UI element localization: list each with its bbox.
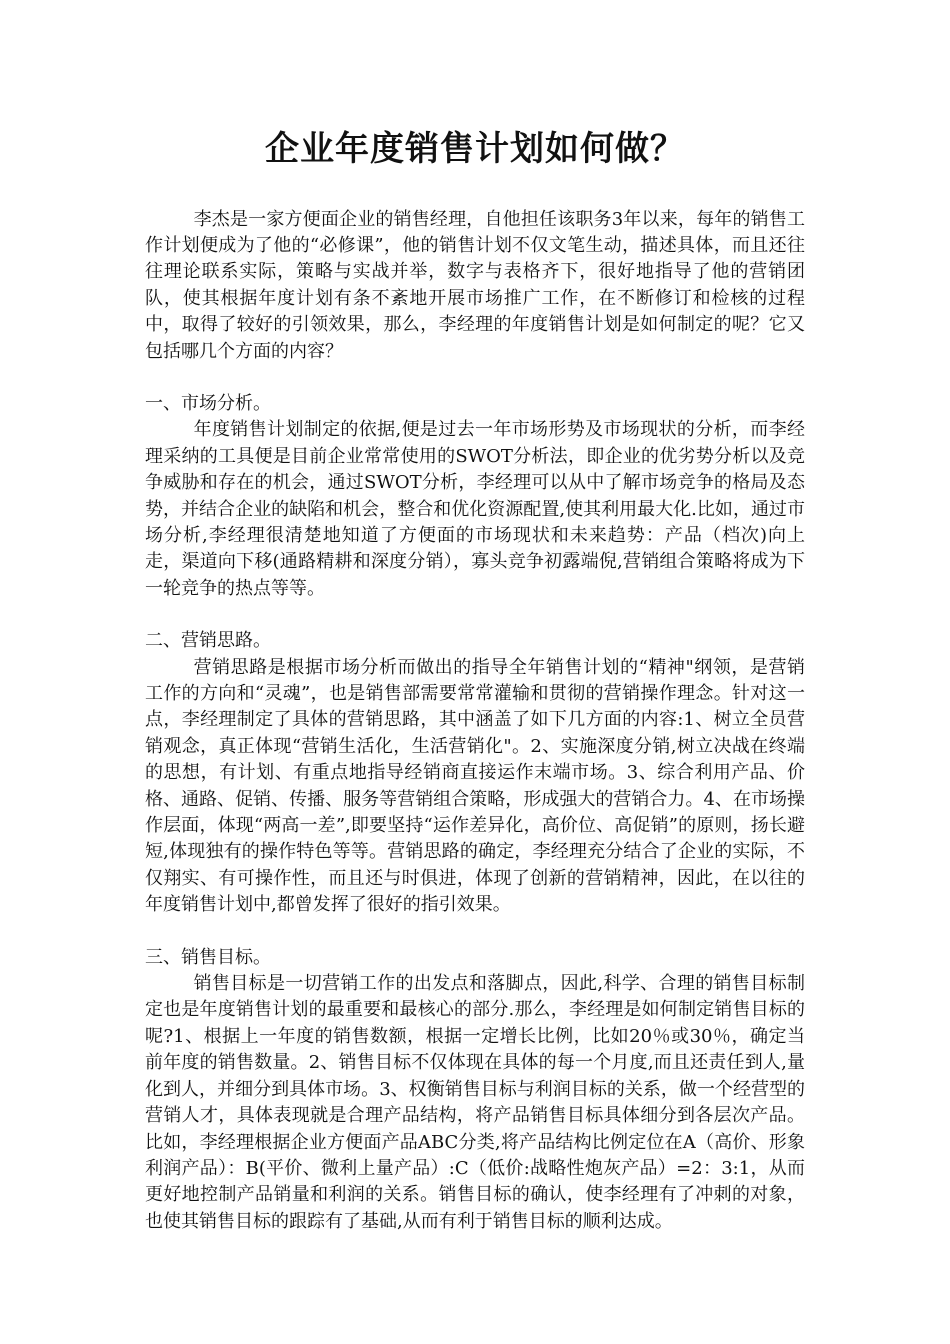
section-body-market-analysis: 年度销售计划制定的依据,便是过去一年市场形势及市场现状的分析，而李经理采纳的工具便是目前企业常常使用的SWOT分析法，即企业的优劣势分析以及竞争威胁和存在的机会，通过SWOT分析，李经理可以从中了解市场竞争的格局及态势，并结合企业的缺陷和机会，整合和优化资源配置,使其利用最大化.比如，通过市场分析,李经理很清楚地知道了方便面的市场现状和未来趋势：产品（档次)向上走，渠道向下移(通路精耕和深度分销），寡头竞争初露端倪,营销组合策略将成为下一轮竞争的热点等等。 [145, 419, 805, 599]
section-body-sales-target: 销售目标是一切营销工作的出发点和落脚点，因此,科学、合理的销售目标制定也是年度销售计划的最重要和最核心的部分.那么，李经理是如何制定销售目标的呢?1、根据上一年度的销售数额，根据一定增长比例，比如20％或30％，确定当前年度的销售数量。2、销售目标不仅体现在具体的每一个月度,而且还责任到人,量化到人，并细分到具体市场。3、权衡销售目标与利润目标的关系，做一个经营型的营销人才，具体表现就是合理产品结构，将产品销售目标具体细分到各层次产品。比如，李经理根据企业方便面产品ABC分类,将产品结构比例定位在A（高价、形象利润产品）：B(平价、微利上量产品）:C（低价:战略性炮灰产品）=2：3:1，从而更好地控制产品销量和利润的关系。销售目标的确认，使李经理有了冲刺的对象，也使其销售目标的跟踪有了基础,从而有利于销售目标的顺利达成。 [145, 973, 805, 1232]
section-heading-market-analysis: 一、市场分析。 [145, 392, 271, 414]
section-marketing-strategy [145, 628, 805, 918]
section-market-analysis [145, 391, 805, 602]
document-title: 企业年度销售计划如何做？ [265, 129, 685, 169]
intro-paragraph: 李杰是一家方便面企业的销售经理，自他担任该职务3年以来，每年的销售工作计划便成为了他的“必修课”，他的销售计划不仅文笔生动，描述具体，而且还往往理论联系实际，策略与实战并举，数字与表格齐下，很好地指导了他的营销团队，使其根据年度计划有条不紊地开展市场推广工作，在不断修订和检核的过程中，取得了较好的引领效果，那么，李经理的年度销售计划是如何制定的呢？它又包括哪几个方面的内容？ [145, 208, 805, 362]
document-page [145, 128, 805, 1235]
section-sales-target [145, 945, 805, 1235]
section-heading-sales-target: 三、销售目标。 [145, 946, 271, 968]
section-body-marketing-strategy: 营销思路是根据市场分析而做出的指导全年销售计划的“精神"纲领，是营销工作的方向和“灵魂”，也是销售部需要常常灌输和贯彻的营销操作理念。针对这一点，李经理制定了具体的营销思路，其中涵盖了如下几方面的内容:1、树立全员营销观念，真正体现“营销生活化，生活营销化"。2、实施深度分销,树立决战在终端的思想，有计划、有重点地指导经销商直接运作末端市场。3、综合利用产品、价格、通路、促销、传播、服务等营销组合策略，形成强大的营销合力。4、在市场操作层面，体现“两高一差”,即要坚持“运作差异化，高价位、高促销”的原则，扬长避短,体现独有的操作特色等等。营销思路的确定，李经理充分结合了企业的实际，不仅翔实、有可操作性，而且还与时俱进，体现了创新的营销精神，因此，在以往的年度销售计划中,都曾发挥了很好的指引效果。 [145, 656, 805, 916]
section-heading-marketing-strategy: 二、营销思路。 [145, 630, 271, 652]
